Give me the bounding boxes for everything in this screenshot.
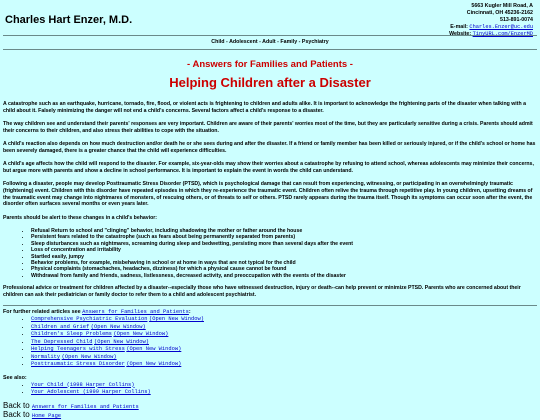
book-link[interactable]: Your Adolescent (1999 Harper Collins) <box>31 389 151 396</box>
list-item: • Withdrawal from family and friends, sadness, listlessness, decreased activity, and preoccupation with the events of the disaster <box>31 273 537 279</box>
list-item: • Loss of concentration and irritability <box>31 247 537 253</box>
list-item: • Sleep disturbances such as nightmares, screaming during sleep and bedwetting, persisting more than several days after the event <box>31 241 537 247</box>
article-link[interactable]: Posttraumatic Stress Disorder <box>31 361 125 368</box>
paragraph-alert: Parents should be alert to these changes in a child's behavior: <box>3 214 158 221</box>
website-label: Website: <box>449 30 472 37</box>
email-row <box>449 24 533 31</box>
paragraph-destruction: A child's reaction also depends on how much destruction and/or death he or she sees during and after the disaster. If a friend or family member has been killed or seriously injured, or if the child's school or home has been severely damaged, there is a greater chance that the child will experience difficulties. <box>3 141 536 154</box>
list-item <box>31 389 537 396</box>
email-label: E-mail: <box>450 23 468 30</box>
related-intro: For further related articles see Answers for Families and Patients: <box>3 309 191 316</box>
divider <box>3 305 537 306</box>
back-to-home: Back to Home Page <box>3 410 62 420</box>
open-new-window-link[interactable]: (Open New Window) <box>93 338 149 345</box>
list-item <box>31 339 537 346</box>
list-item: • Refusal Return to school and "clinging" behavior, including shadowing the mother or father around the house <box>31 228 537 234</box>
header <box>3 2 537 37</box>
article-link[interactable]: Normality <box>31 353 61 360</box>
paragraph-closing: Professional advice or treatment for children affected by a disaster--especially those who have witnessed destruction, injury or death--can help prevent or minimize PTSD. Parents who are concerned about their children can ask their pediatrician or family doctor to refer them to a child and adolescent psychiatrist. <box>3 285 521 299</box>
list-item <box>31 354 537 361</box>
nav-item-family: Family <box>280 39 298 45</box>
nav-item-psychiatry: Psychiatry <box>301 39 329 45</box>
article-link[interactable]: Comprehensive Psychiatric Evaluation <box>31 316 148 323</box>
related-articles-list <box>3 316 537 368</box>
paragraph-age: A child's age affects how the child will respond to the disaster. For example, six-year-olds may show their worries about a catastrophe by refusing to attend school, whereas adolescents may minimize their concerns, but argue more with parents and show a decline in school performance. It is important to explain the event in words the child can understand. <box>3 161 534 174</box>
list-item: • Persistent fears related to the catastrophe (such as fears about being permanently separated from parents) <box>31 234 537 240</box>
address-line: Cincinnati, OH 45236-2162 <box>466 9 533 16</box>
open-new-window-link[interactable]: (Open New Window) <box>61 353 117 360</box>
open-new-window-link[interactable]: (Open New Window) <box>148 316 204 323</box>
book-link[interactable]: Your Child (1998 Harper Collins) <box>31 381 135 388</box>
article-link[interactable]: The Depressed Child <box>31 338 93 345</box>
symptom-list <box>3 228 537 280</box>
list-item <box>31 331 537 338</box>
email-link[interactable]: Charles.Enzer@uc.edu <box>469 23 533 30</box>
site-tagline: Child - Adolescent - Adult - Family - Psychiatry <box>211 39 329 45</box>
nav-item-child: Child <box>211 39 225 45</box>
list-item <box>31 382 537 389</box>
back-home-link[interactable]: Home Page <box>31 413 62 420</box>
page-subtitle: - Answers for Families and Patients - <box>187 58 353 70</box>
doctor-name: Charles Hart Enzer, M.D. <box>5 14 133 26</box>
paragraph-intro: A catastrophe such as an earthquake, hurricane, tornado, fire, flood, or violent acts is frightening to children and adults alike. It is important to acknowledge the frightening parts of the disaster when talking with a child about it. Falsely minimizing the danger will not end a child's concerns. Several factors affect a child's response to a disaster. <box>3 101 526 114</box>
list-item: • Physical complaints (stomachaches, headaches, dizziness) for which a physical cause cannot be found <box>31 266 537 272</box>
paragraph-parents: The way children see and understand their parents' responses are very important. Children are aware of their parents' worries most of the time, but they are particularly sensitive during a crisis. Parents should admit their concerns to their children, and also stress their abilities to cope with the situation. <box>3 121 533 134</box>
list-item <box>31 316 537 323</box>
see-also-label: See also: <box>3 374 27 381</box>
website-link[interactable]: TinyURL.com/EnzerMD <box>472 30 533 37</box>
list-item <box>31 361 537 368</box>
open-new-window-link[interactable]: (Open New Window) <box>126 361 182 368</box>
list-item <box>31 346 537 353</box>
nav-item-adolescent: Adolescent <box>229 39 258 45</box>
paragraph-ptsd: Following a disaster, people may develop Posttraumatic Stress Disorder (PTSD), which is psychological damage that can result from experiencing, witnessing, or participating in an overwhelmingly traumatic (frightening) event. Children with this disorder have repeated episodes in which they re-experience the traumatic event. Children often relive the trauma through repetitive play. In young children, upsetting dreams of the traumatic event may change into nightmares of monsters, of rescuing others, or of threats to self or others. PTSD rarely appears during the trauma itself. Though its symptoms can occur soon after the event, the disorder often surfaces several months or even years later. <box>3 181 533 208</box>
article-link[interactable]: Helping Teenagers with Stress <box>31 346 125 353</box>
website-row <box>449 31 533 38</box>
article-link[interactable]: Children's Sleep Problems <box>31 331 112 338</box>
page-title: Helping Children after a Disaster <box>169 75 371 91</box>
contact-block <box>449 3 533 38</box>
list-item: • Startled easily, jumpy <box>31 254 537 260</box>
open-new-window-link[interactable]: (Open New Window) <box>126 346 182 353</box>
answers-link[interactable]: Answers for Families and Patients <box>82 309 189 316</box>
list-item: • Behavior problems, for example, misbehaving in school or at home in ways that are not typical for the child <box>31 260 537 266</box>
article-link[interactable]: Children and Grief <box>31 323 90 330</box>
divider <box>3 49 537 50</box>
address-line: 5663 Kugler Mill Road, A <box>471 3 533 9</box>
nav-item-adult: Adult <box>262 39 276 45</box>
back-answers-link[interactable]: Answers for Families and Patients <box>31 404 139 411</box>
phone: 513-891-0074 <box>500 16 533 23</box>
open-new-window-link[interactable]: (Open New Window) <box>113 331 169 338</box>
see-also-list <box>3 382 537 397</box>
back-to-answers: Back to Answers for Families and Patients <box>3 401 139 411</box>
open-new-window-link[interactable]: (Open New Window) <box>90 323 146 330</box>
list-item <box>31 324 537 331</box>
